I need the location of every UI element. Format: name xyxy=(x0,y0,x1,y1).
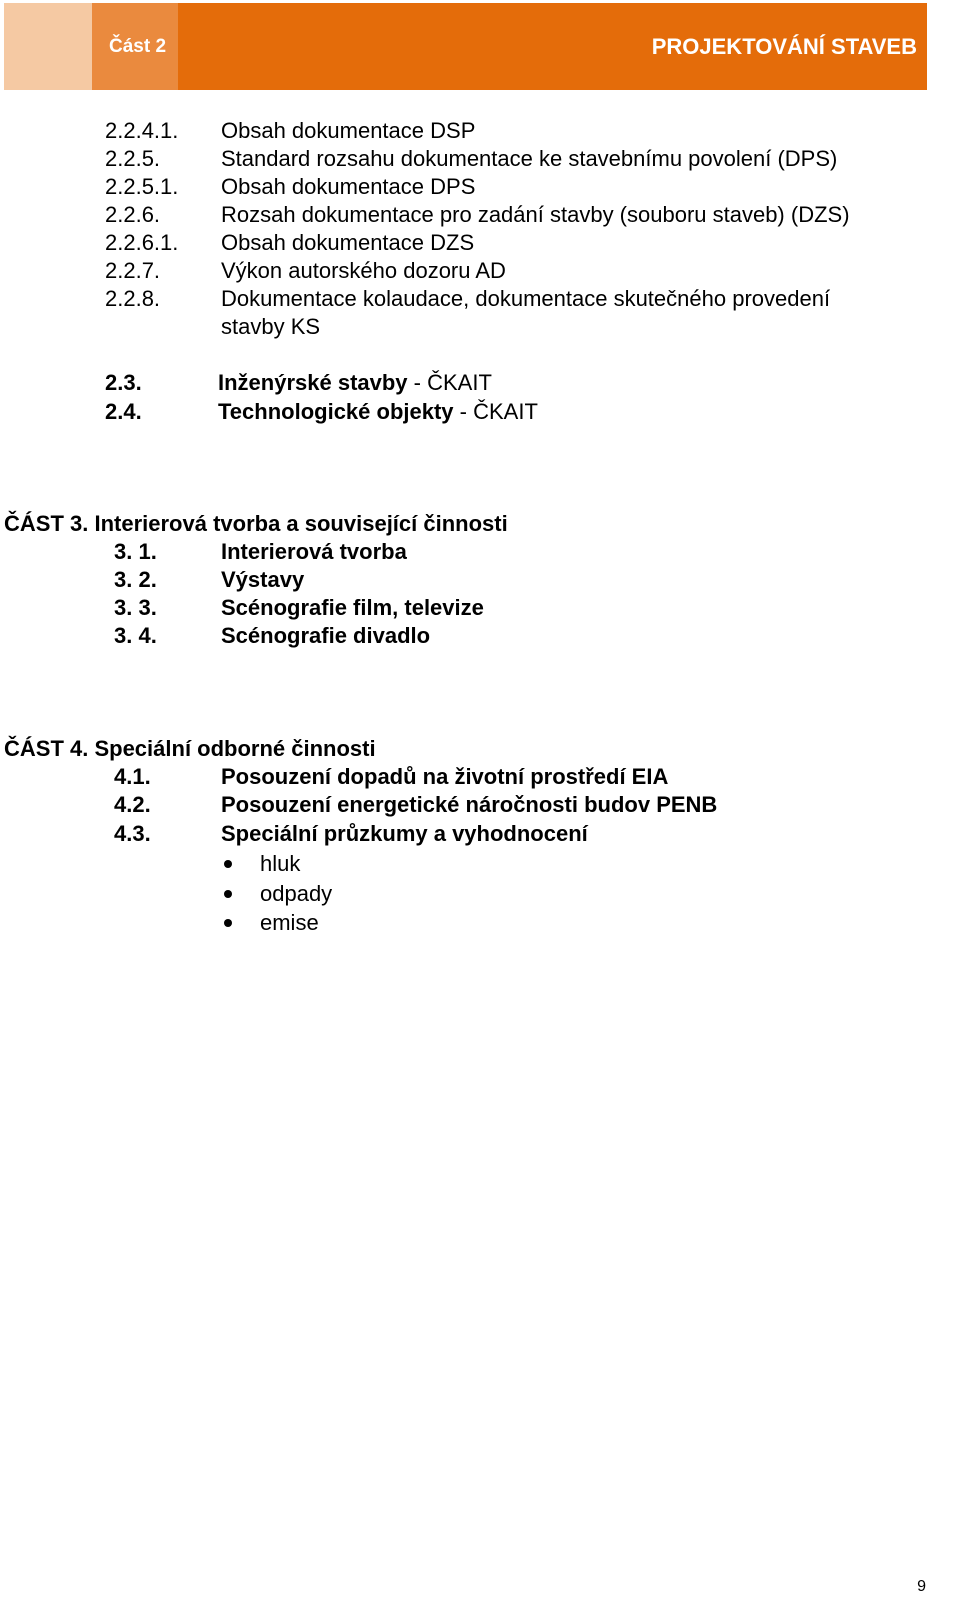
bullet-icon xyxy=(224,860,232,868)
toc-text: Standard rozsahu dokumentace ke stavebnímu povolení (DPS) xyxy=(221,146,838,171)
toc-number: 3. 3. xyxy=(114,595,157,620)
part3-heading: ČÁST 3. Interierová tvorba a související činnosti xyxy=(4,511,508,536)
bullet-icon xyxy=(224,919,232,927)
toc-text: Rozsah dokumentace pro zadání stavby (souboru staveb) (DZS) xyxy=(221,202,850,227)
header-part-label: Část 2 xyxy=(109,36,167,57)
toc-number: 2.2.8. xyxy=(105,286,161,311)
bullet-item: hluk xyxy=(260,851,301,876)
toc-number: 2.3. xyxy=(105,370,142,395)
toc-text: Scénografie divadlo xyxy=(221,623,431,648)
toc-number: 2.2.5. xyxy=(105,146,161,171)
toc-number: 2.2.6.1. xyxy=(105,230,179,255)
toc-text: Obsah dokumentace DPS xyxy=(221,174,476,199)
toc-text-suffix: - ČKAIT xyxy=(407,370,492,395)
toc-number: 2.2.7. xyxy=(105,258,161,283)
toc-text: Interierová tvorba xyxy=(221,539,407,564)
page-number: 9 xyxy=(917,1578,926,1595)
toc-number: 3. 2. xyxy=(114,567,157,592)
header-title: PROJEKTOVÁNÍ STAVEB xyxy=(651,34,917,59)
toc-text: Dokumentace kolaudace, dokumentace skutečného provedení xyxy=(221,286,831,311)
toc-text-bold: Inženýrské stavby xyxy=(218,370,408,395)
toc-number: 4.1. xyxy=(114,764,151,789)
toc-number: 4.2. xyxy=(114,792,151,817)
toc-text xyxy=(218,398,538,426)
toc-text: Obsah dokumentace DZS xyxy=(221,230,475,255)
toc-text: Výkon autorského dozoru AD xyxy=(221,258,506,283)
toc-number: 3. 4. xyxy=(114,623,157,648)
toc-number: 2.2.6. xyxy=(105,202,161,227)
toc-text: Posouzení dopadů na životní prostředí EIA xyxy=(221,764,669,789)
toc-number: 2.2.4.1. xyxy=(105,118,179,143)
toc-text: Posouzení energetické náročnosti budov PENB xyxy=(221,792,718,817)
toc-text: stavby KS xyxy=(221,314,321,339)
bullet-item: emise xyxy=(260,910,319,935)
toc-text xyxy=(218,369,492,397)
toc-text-bold: Technologické objekty xyxy=(218,399,454,424)
toc-text: Scénografie film, televize xyxy=(221,595,484,620)
toc-text: Obsah dokumentace DSP xyxy=(221,118,476,143)
toc-number: 2.2.5.1. xyxy=(105,174,179,199)
bullet-icon xyxy=(224,890,232,898)
toc-number: 3. 1. xyxy=(114,539,157,564)
bullet-item: odpady xyxy=(260,881,333,906)
toc-number: 2.4. xyxy=(105,399,142,424)
part4-heading: ČÁST 4. Speciální odborné činnosti xyxy=(4,736,376,761)
toc-number: 4.3. xyxy=(114,821,151,846)
toc-text: Speciální průzkumy a vyhodnocení xyxy=(221,821,588,846)
header-text xyxy=(4,3,927,90)
toc-text-suffix: - ČKAIT xyxy=(453,399,538,424)
toc-text: Výstavy xyxy=(221,567,305,592)
